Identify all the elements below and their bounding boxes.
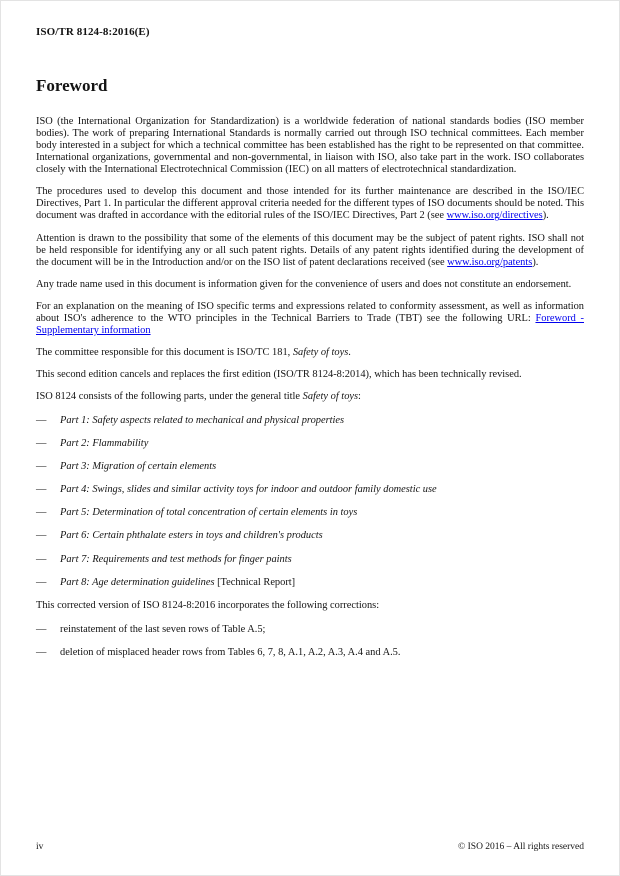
page-number: iv [36, 842, 44, 852]
paragraph-wto-tbt [36, 301, 584, 337]
document-reference-header: ISO/TR 8124-8:2016(E) [36, 26, 150, 38]
iso-patents-link[interactable]: www.iso.org/patents [447, 256, 533, 268]
part-title: Part 4: Swings, slides and similar activity toys for indoor and outdoor family domestic use [60, 484, 437, 496]
correction-text: reinstatement of the last seven rows of Table A.5; [60, 623, 266, 635]
paragraph-second-edition: This second edition cancels and replaces the first edition (ISO/TR 8124-8:2014), which has been technically revised. [36, 369, 522, 380]
list-dash: — [36, 484, 47, 496]
list-dash: — [36, 553, 47, 565]
list-dash: — [36, 646, 47, 658]
text-run: ). [542, 210, 549, 222]
paragraph-iso-federation: ISO (the International Organization for Standardization) is a worldwide federation of national standards bodies (ISO member bodies). The work of preparing International Standards is normally carried out through ISO technical committees. Each member body interested in a subject for which a technical committee has been established has the right to be represented on that committee. International organizations, governmental and non-governmental, in liaison with ISO, also take part in the work. ISO collaborates closely with the International Electrotechnical Commission (IEC) on all matters of electrotechnical standardization. [36, 116, 584, 176]
part-title: Part 6: Certain phthalate esters in toys and children's products [60, 530, 323, 542]
list-dash: — [36, 415, 47, 427]
list-dash: — [36, 461, 47, 473]
text-run: : [358, 391, 361, 403]
text-run: The procedures used to develop this document and those intended for its further maintenance are described in the ISO/IEC Directives, Part 1. In particular the different approval criteria needed for the different types of ISO documents should be noted. This document was drafted in accordance with the editorial rules of the ISO/IEC Directives, Part 2 (see [36, 186, 584, 222]
part-title: Part 8: Age determination guidelines [60, 576, 215, 588]
text-run: ISO 8124 consists of the following parts, under the general title [36, 391, 303, 403]
part-title: Part 2: Flammability [60, 438, 149, 450]
copyright-notice: © ISO 2016 – All rights reserved [458, 842, 584, 852]
list-dash: — [36, 576, 47, 588]
committee-title-italic: Safety of toys [292, 346, 349, 358]
paragraph-patent-rights [36, 233, 584, 269]
general-title-italic: Safety of toys [302, 391, 359, 403]
list-item-part-3 [36, 461, 584, 473]
part-title: Part 5: Determination of total concentration of certain elements in toys [60, 507, 358, 519]
list-item-part-6 [36, 530, 584, 542]
list-item-part-8 [36, 577, 584, 589]
part-title: Part 1: Safety aspects related to mechanical and physical properties [60, 415, 345, 427]
part-suffix: [Technical Report] [214, 576, 296, 588]
paragraph-corrections-intro: This corrected version of ISO 8124-8:2016 incorporates the following corrections: [36, 599, 380, 611]
text-run: ). [532, 256, 539, 268]
page-footer [36, 842, 584, 852]
part-title: Part 7: Requirements and test methods for finger paints [60, 553, 292, 565]
correction-text: deletion of misplaced header rows from Tables 6, 7, 8, A.1, A.2, A.3, A.4 and A.5. [60, 646, 401, 658]
text-run: The committee responsible for this document is ISO/TC 181, [36, 346, 293, 358]
paragraph-procedures [36, 186, 584, 222]
text-run: . [348, 346, 351, 358]
list-item-part-2 [36, 438, 584, 450]
list-item-part-1 [36, 415, 584, 427]
list-item-part-5 [36, 507, 584, 519]
paragraph-parts-intro [36, 391, 584, 403]
paragraph-trade-name: Any trade name used in this document is information given for the convenience of users and does not constitute an endorsement. [36, 278, 572, 290]
list-item-correction-2 [36, 647, 584, 659]
list-dash: — [36, 623, 47, 635]
list-dash: — [36, 438, 47, 450]
list-dash: — [36, 530, 47, 542]
list-item-part-7 [36, 554, 584, 566]
foreword-supplementary-link[interactable]: Foreword - Supplementary information [36, 312, 584, 336]
iso-directives-link[interactable]: www.iso.org/directives [446, 210, 543, 222]
part-title: Part 3: Migration of certain elements [60, 461, 217, 473]
list-item-correction-1 [36, 624, 584, 636]
list-dash: — [36, 507, 47, 519]
paragraph-committee [36, 347, 584, 359]
text-run: Attention is drawn to the possibility that some of the elements of this document may be the subject of patent rights. ISO shall not be held responsible for identifying any or all such patent rights. Details of any patent rights identified during the development of the document will be in the Introduction and/or on the ISO list of patent declarations received (see [36, 232, 584, 268]
text-run: For an explanation on the meaning of ISO specific terms and expressions related to conformity assessment, as well as information about ISO's adherence to the WTO principles in the Technical Barriers to Trade (TBT) see the following URL: [36, 300, 584, 324]
list-item-part-4 [36, 484, 584, 496]
foreword-title: Foreword [36, 76, 108, 95]
